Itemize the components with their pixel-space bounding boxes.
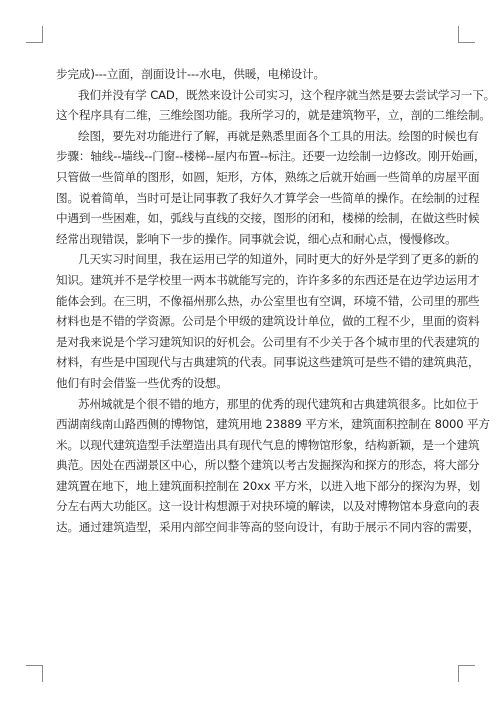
paragraph-3 (56, 126, 486, 250)
document-body (56, 64, 496, 538)
text-line: 苏州城就是个很不错的地方，那里的优秀的现代建筑和古典建筑很多。比如位于 (78, 396, 479, 411)
crop-mark-top-left (26, 26, 43, 43)
text-line: 步骤：轴线--墙线--门窗--楼梯--屋内布置--标注。还要一边绘制一边修改。刚开始画， (56, 149, 486, 164)
paragraph-4 (56, 249, 480, 393)
crop-mark-top-right (458, 26, 475, 43)
text-line: 图。说着简单，当时可是让同事教了我好久才算学会一些简单的操作。在绘制的过程 (56, 190, 480, 205)
text-line: 典范。因处在西湖景区中心，所以整个建筑以考古发掘探沟和探方的形态，将大部分 (56, 458, 480, 473)
text-line: 材料，有些是中国现代与古典建筑的代表。同事说这些建筑可是些不错的建筑典范， (56, 355, 480, 370)
text-line: 这个程序具有二维，三维绘图功能。我所学习的，就是建筑物平，立，剖的二维绘制。 (56, 108, 491, 123)
paragraph-2 (56, 85, 496, 126)
text-line: 绘图，要先对功能进行了解，再就是熟悉里面各个工具的用法。绘图的时候也有 (78, 128, 479, 143)
paragraph-1 (56, 64, 448, 85)
text-line: 知识。建筑并不是学校里一两本书就能写完的，许许多多的东西还是在边学边运用才 (56, 272, 480, 287)
text-line: 步完成)---立面，剖面设计---水电，供暖，电梯设计。 (56, 67, 325, 81)
text-line: 经常出现错误，影响下一步的操作。同事就会说，细心点和耐心点，慢慢修改。 (56, 231, 457, 246)
text-line: 几天实习时间里，我在运用已学的知道外，同时更大的好外是学到了更多的新的 (78, 252, 479, 267)
text-line: 分左右两大功能区。这一设计构想源于对抉环境的解读，以及对博物馆本身意向的表 (56, 499, 480, 514)
text-line: 米。以现代建筑造型手法塑造出具有现代气息的博物馆形象，结构新颖，是一个建筑 (56, 437, 480, 452)
text-line: 西湖南线南山路西侧的博物馆，建筑用地 23889 平方米，建筑面积控制在 8000 平方 (56, 417, 490, 432)
text-line: 中遇到一些困难，如，弧线与直线的交接，图形的闭和，楼梯的绘制，在做这些时候 (56, 211, 480, 226)
text-line: 材料也是不错的学资源。公司是个甲级的建筑设计单位，做的工程不少，里面的资料 (56, 314, 480, 329)
text-line: 建筑置在地下，地上建筑面积控制在 20xx 平方米，以进入地下部分的探沟为界，划 (56, 478, 481, 493)
crop-mark-bottom-right (458, 665, 475, 682)
text-line: 只管做一些简单的图形，如圆，矩形，方体，熟练之后就开始画一些简单的房屋平面 (56, 169, 480, 184)
text-line: 达。通过建筑造型，采用内部空间非等高的竖向设计，有助于展示不同内容的需要， (56, 520, 480, 535)
text-line: 能体会到。在三明，不像福州那么热，办公室里也有空调，环境不错，公司里的那些 (56, 293, 480, 308)
text-line: 是对我来说是个学习建筑知识的好机会。公司里有不少关于各个城市里的代表建筑的 (56, 334, 480, 349)
paragraph-5 (56, 394, 490, 538)
text-line: 我们并没有学 CAD，既然来设计公司实习，这个程序就当然是要去尝试学习一下。 (78, 87, 496, 102)
crop-mark-bottom-left (26, 665, 43, 682)
text-line: 他们有时会借鉴一些优秀的设想。 (56, 375, 228, 390)
